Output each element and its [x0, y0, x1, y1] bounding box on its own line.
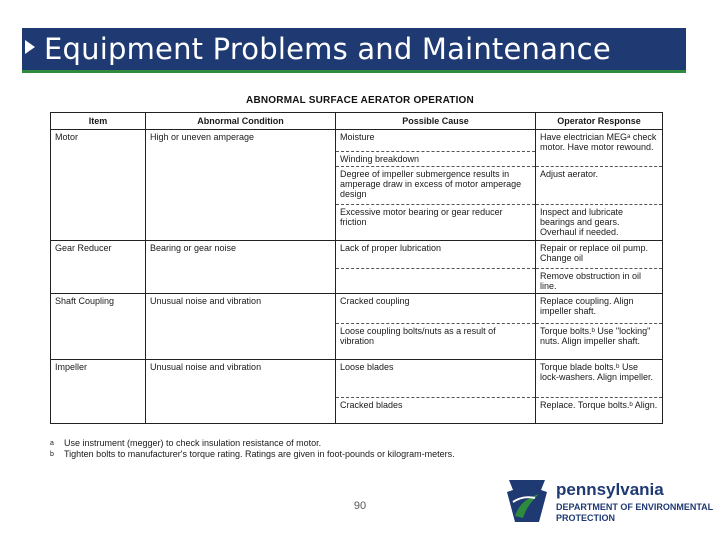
cell-item: Impeller — [51, 360, 146, 398]
cell-response: Have electrician MEGᵃ check motor. Have motor rewound. — [536, 130, 663, 167]
cell-item: Gear Reducer — [51, 241, 146, 269]
cell-response: Torque bolts.ᵇ Use "locking" nuts. Align impeller shaft. — [536, 324, 663, 360]
logo-department: DEPARTMENT OF ENVIRONMENTAL PROTECTION — [556, 502, 714, 523]
pennsylvania-keystone-logo-icon — [505, 478, 549, 524]
table-row — [51, 398, 663, 424]
cell-item: Motor — [51, 130, 146, 152]
page-number: 90 — [353, 500, 367, 512]
cell-response: Repair or replace oil pump. Change oil — [536, 241, 663, 269]
footnote-text: Tighten bolts to manufacturer's torque rating. Ratings are given in foot-pounds or kilogram-meters. — [64, 449, 455, 459]
cell-response: Adjust aerator. — [536, 167, 663, 205]
title-underline — [22, 70, 686, 73]
cell-cause: Winding breakdown — [336, 152, 536, 167]
footnotes — [50, 438, 670, 460]
table-row — [51, 294, 663, 324]
table-row — [51, 167, 663, 205]
footnote — [50, 449, 670, 460]
header-response: Operator Response — [536, 113, 663, 130]
table-header-row — [51, 113, 663, 130]
cell-condition: Unusual noise and vibration — [146, 360, 336, 398]
footnote-mark: b — [50, 451, 54, 458]
table-row — [51, 360, 663, 398]
header-item: Item — [51, 113, 146, 130]
cell-cause: Excessive motor bearing or gear reducer friction — [336, 205, 536, 241]
cell-condition: Unusual noise and vibration — [146, 294, 336, 324]
footnote-text: Use instrument (megger) to check insulation resistance of motor. — [64, 438, 322, 448]
aerator-table — [50, 112, 663, 424]
cell-cause: Cracked coupling — [336, 294, 536, 324]
logo-name: pennsylvania — [556, 480, 664, 499]
header-cause: Possible Cause — [336, 113, 536, 130]
cell-cause: Lack of proper lubrication — [336, 241, 536, 269]
slide-title: Equipment Problems and Maintenance — [44, 32, 611, 66]
table-row — [51, 324, 663, 360]
cell-cause: Moisture — [336, 130, 536, 152]
cell-response: Inspect and lubricate bearings and gears. Overhaul if needed. — [536, 205, 663, 241]
bullet-arrow-icon — [25, 40, 35, 54]
footnote — [50, 438, 670, 449]
cell-item: Shaft Coupling — [51, 294, 146, 324]
cell-cause: Loose coupling bolts/nuts as a result of vibration — [336, 324, 536, 360]
cell-cause — [336, 269, 536, 294]
table-row — [51, 205, 663, 241]
cell-condition: Bearing or gear noise — [146, 241, 336, 269]
cell-cause: Loose blades — [336, 360, 536, 398]
table-row — [51, 241, 663, 269]
cell-condition: High or uneven amperage — [146, 130, 336, 152]
footnote-mark: a — [50, 440, 54, 447]
cell-response: Replace coupling. Align impeller shaft. — [536, 294, 663, 324]
table-row — [51, 269, 663, 294]
header-condition: Abnormal Condition — [146, 113, 336, 130]
cell-cause: Degree of impeller submergence results in amperage draw in excess of motor amperage design — [336, 167, 536, 205]
cell-response: Replace. Torque bolts.ᵇ Align. — [536, 398, 663, 424]
table-row — [51, 130, 663, 152]
table-title: ABNORMAL SURFACE AERATOR OPERATION — [246, 95, 474, 106]
cell-cause: Cracked blades — [336, 398, 536, 424]
cell-response: Torque blade bolts.ᵇ Use lock-washers. Align impeller. — [536, 360, 663, 398]
cell-response: Remove obstruction in oil line. — [536, 269, 663, 294]
